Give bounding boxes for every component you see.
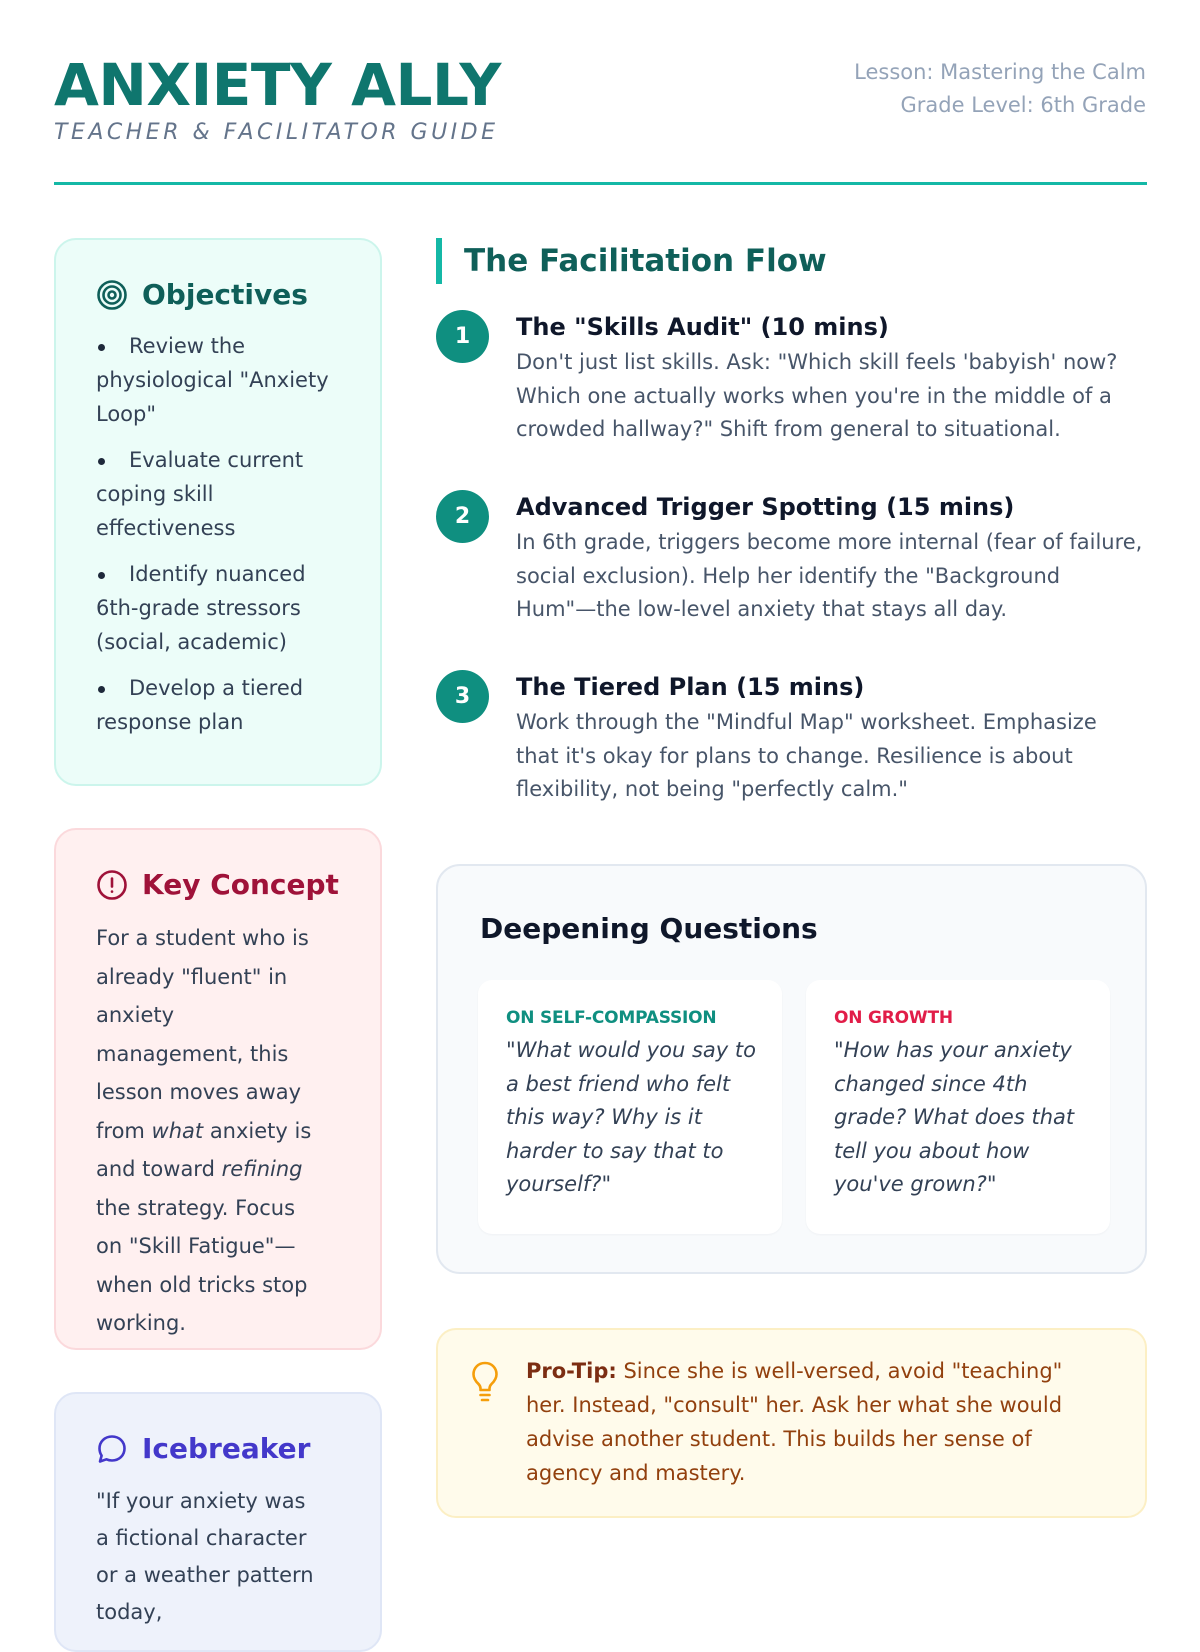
step-title: Advanced Trigger Spotting (15 mins) [516,493,1015,521]
question-quote: "How has your anxiety changed since 4th grade? What does that tell you about how you've grown?" [834,1038,1075,1196]
objectives-card [54,238,382,786]
grade-level: Grade Level: 6th Grade [900,93,1146,117]
deepening-questions-title: Deepening Questions [480,912,818,945]
objective-item: Identify nuanced 6th-grade stressors (social, academic) [96,557,342,659]
question-tag: ON GROWTH [834,1008,953,1028]
key-concept-text-part: the strategy. Focus on "Skill Fatigue"—when old tricks stop working. [96,1195,308,1335]
brand-subtitle: TEACHER & FACILITATOR GUIDE [54,120,499,145]
step-title: The "Skills Audit" (10 mins) [516,313,889,341]
objective-item: Evaluate current coping skill effectiveness [96,443,342,545]
objectives-header [96,278,342,311]
objective-item: Review the physiological "Anxiety Loop" [96,329,342,431]
pro-tip-label: Pro-Tip: [526,1359,617,1383]
brand-title: ANXIETY ALLY [54,51,501,119]
target-icon [96,279,128,311]
page-header [54,52,1146,145]
chat-bubble-icon [96,1433,128,1465]
flow-heading [436,238,827,284]
question-card [806,980,1110,1234]
key-concept-emphasis: what [151,1118,204,1143]
deepening-questions-panel [436,864,1147,1274]
step-body [516,310,1146,447]
question-card [478,980,782,1234]
lesson-meta [854,56,1146,122]
step-number-badge: 2 [436,490,489,543]
alert-circle-icon [96,869,128,901]
key-concept-text [96,919,342,1343]
step-title: The Tiered Plan (15 mins) [516,673,865,701]
flow-title: The Facilitation Flow [464,243,827,279]
key-concept-emphasis: refining [221,1157,303,1181]
icebreaker-title: Icebreaker [142,1432,311,1465]
icebreaker-header [96,1432,342,1465]
key-concept-header [96,868,342,901]
step-body [516,670,1146,807]
pro-tip-callout [436,1328,1147,1518]
objectives-list [96,329,342,739]
pro-tip-text [526,1354,1105,1490]
step-body [516,490,1146,627]
pro-tip-body: Since she is well-versed, avoid "teaching" her. Instead, "consult" her. Ask her what she would advise another student. This builds her sense of agency and mastery. [526,1359,1063,1485]
header-divider [54,182,1147,185]
objectives-title: Objectives [142,278,308,311]
step-number-badge: 1 [436,310,489,363]
step-text: In 6th grade, triggers become more internal (fear of failure, social exclusion). Help her identify the "Background Hum"—the low-level anxiety that stays all day. [516,530,1143,621]
key-concept-title: Key Concept [142,868,339,901]
icebreaker-card [54,1392,382,1652]
step-number-badge: 3 [436,670,489,723]
lesson-name: Lesson: Mastering the Calm [854,60,1146,84]
icebreaker-text: "If your anxiety was a fictional character or a weather pattern today, [96,1489,314,1624]
key-concept-text-part: anxiety is and toward [96,1118,312,1181]
lightbulb-icon [470,1360,500,1404]
question-tag: ON SELF-COMPASSION [506,1008,717,1028]
key-concept-card [54,828,382,1350]
step-text: Work through the "Mindful Map" worksheet. Emphasize that it's okay for plans to change. Resilience is about flexibility, not being "perfectly calm." [516,710,1097,801]
key-concept-text-part: For a student who is already "fluent" in anxiety management, this lesson moves away from [96,926,309,1143]
step-text: Don't just list skills. Ask: "Which skill feels 'babyish' now? Which one actually works when you're in the middle of a crowded hallway?" Shift from general to situational. [516,350,1118,441]
objective-item: Develop a tiered response plan [96,671,342,739]
question-quote: "What would you say to a best friend who felt this way? Why is it harder to say that to yourself?" [506,1038,756,1196]
